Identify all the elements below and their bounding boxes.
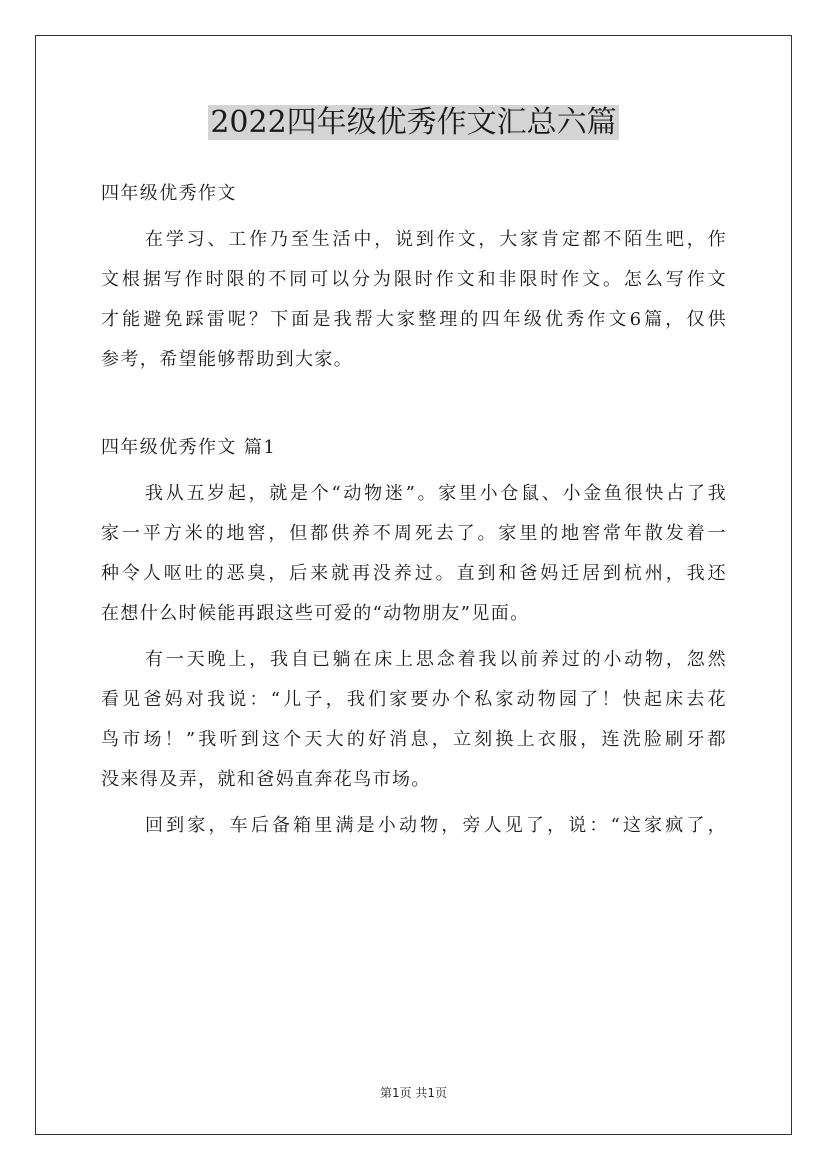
text-line: 家一平方米的地窖，但都供养不周死去了。家里的地窖常年散发着一 [101, 523, 727, 544]
page-footer: 第1页 共1页 [379, 1086, 448, 1100]
text-line: 回到家，车后备箱里满是小动物，旁人见了，说：“这家疯了， [145, 815, 727, 836]
text-line: 我从五岁起，就是个“动物迷”。家里小仓鼠、小金鱼很快占了我 [145, 483, 727, 504]
essay-paragraph-2 [101, 640, 727, 800]
text-line: 有一天晚上，我自已躺在床上思念着我以前养过的小动物，忽然 [145, 649, 727, 670]
essay-paragraph-1 [101, 474, 727, 634]
text-line: 没来得及弄，就和爸妈直奔花鸟市场。 [101, 769, 431, 790]
section-heading: 四年级优秀作文 篇1 [101, 437, 277, 458]
text-line: 在学习、工作乃至生活中，说到作文，大家肯定都不陌生吧，作 [145, 229, 727, 250]
intro-paragraph [101, 220, 727, 380]
text-line: 在想什么时候能再跟这些可爱的“动物朋友”见面。 [101, 603, 530, 624]
text-line: 文根据写作时限的不同可以分为限时作文和非限时作文。怎么写作文 [101, 269, 727, 290]
intro-heading: 四年级优秀作文 [101, 183, 237, 204]
text-line: 参考，希望能够帮助到大家。 [101, 349, 354, 370]
text-line: 鸟市场！”我听到这个天大的好消息，立刻换上衣服，连洗脸刷牙都 [101, 729, 727, 750]
text-line: 种令人呕吐的恶臭，后来就再没养过。直到和爸妈迁居到杭州，我还 [101, 563, 727, 584]
document-title: 2022四年级优秀作文汇总六篇 [210, 105, 617, 140]
essay-paragraph-3 [101, 806, 727, 846]
document-body [101, 174, 727, 846]
text-line: 看见爸妈对我说：“儿子，我们家要办个私家动物园了！快起床去花 [101, 689, 727, 710]
text-line: 才能避免踩雷呢？下面是我帮大家整理的四年级优秀作文6篇，仅供 [101, 309, 727, 330]
